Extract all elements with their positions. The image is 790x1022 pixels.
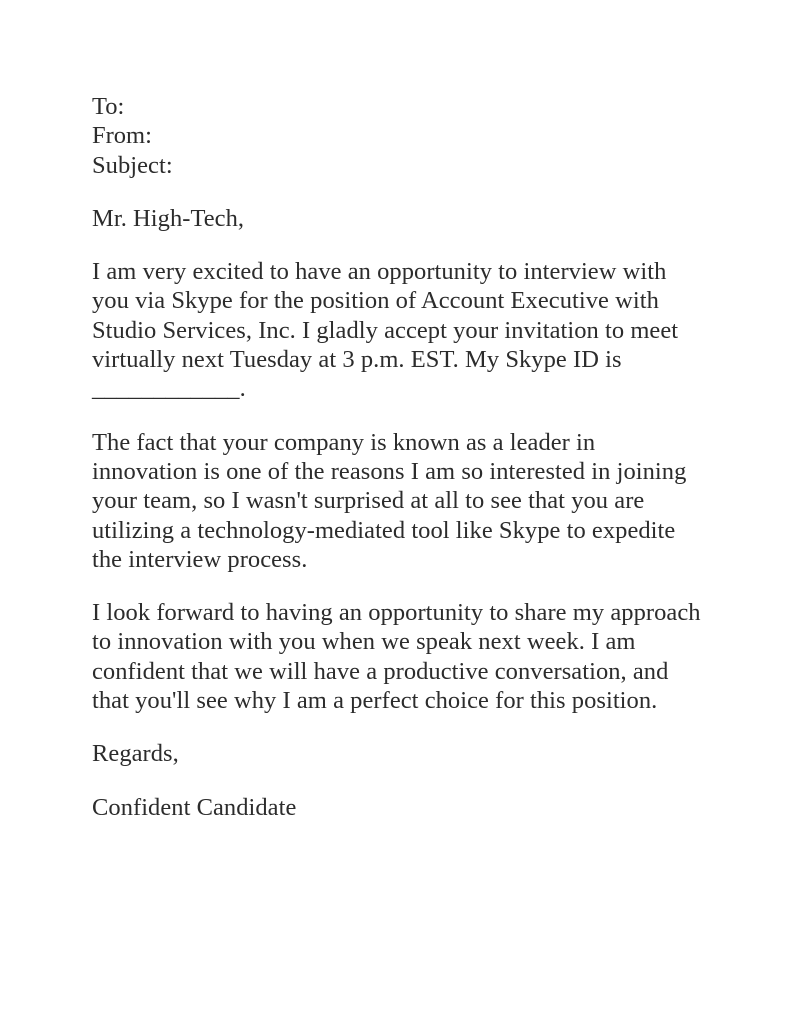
- paragraph-3: I look forward to having an opportunity to share my approach to innovation with you when we speak next week. I am confident that we will have a productive conversation, and that you'll see why I am a perfect choice for this position.: [92, 599, 701, 715]
- to-field-label: To:: [92, 93, 125, 120]
- letter-header-fields: [92, 92, 702, 151]
- paragraph-1: I am very excited to have an opportunity to interview with you via Skype for the position of Account Executive with Studio Services, Inc. I gladly accept your invitation to meet virtually next Tuesday at 3 p.m. EST. My Skype ID is ____________.: [92, 258, 679, 403]
- salutation: Mr. High-Tech,: [92, 204, 245, 232]
- from-field-label: From:: [92, 122, 152, 150]
- signature-name: Confident Candidate: [92, 793, 297, 821]
- subject-label: Subject:: [92, 151, 173, 179]
- closing-line: Regards,: [92, 740, 179, 768]
- letter-body: [92, 92, 702, 822]
- paragraph-2: The fact that your company is known as a leader in innovation is one of the reasons I am so interested in joining your team, so I wasn't surprised at all to see that you are utilizing a technology-mediated tool like Skype to expedite the interview process.: [92, 428, 687, 573]
